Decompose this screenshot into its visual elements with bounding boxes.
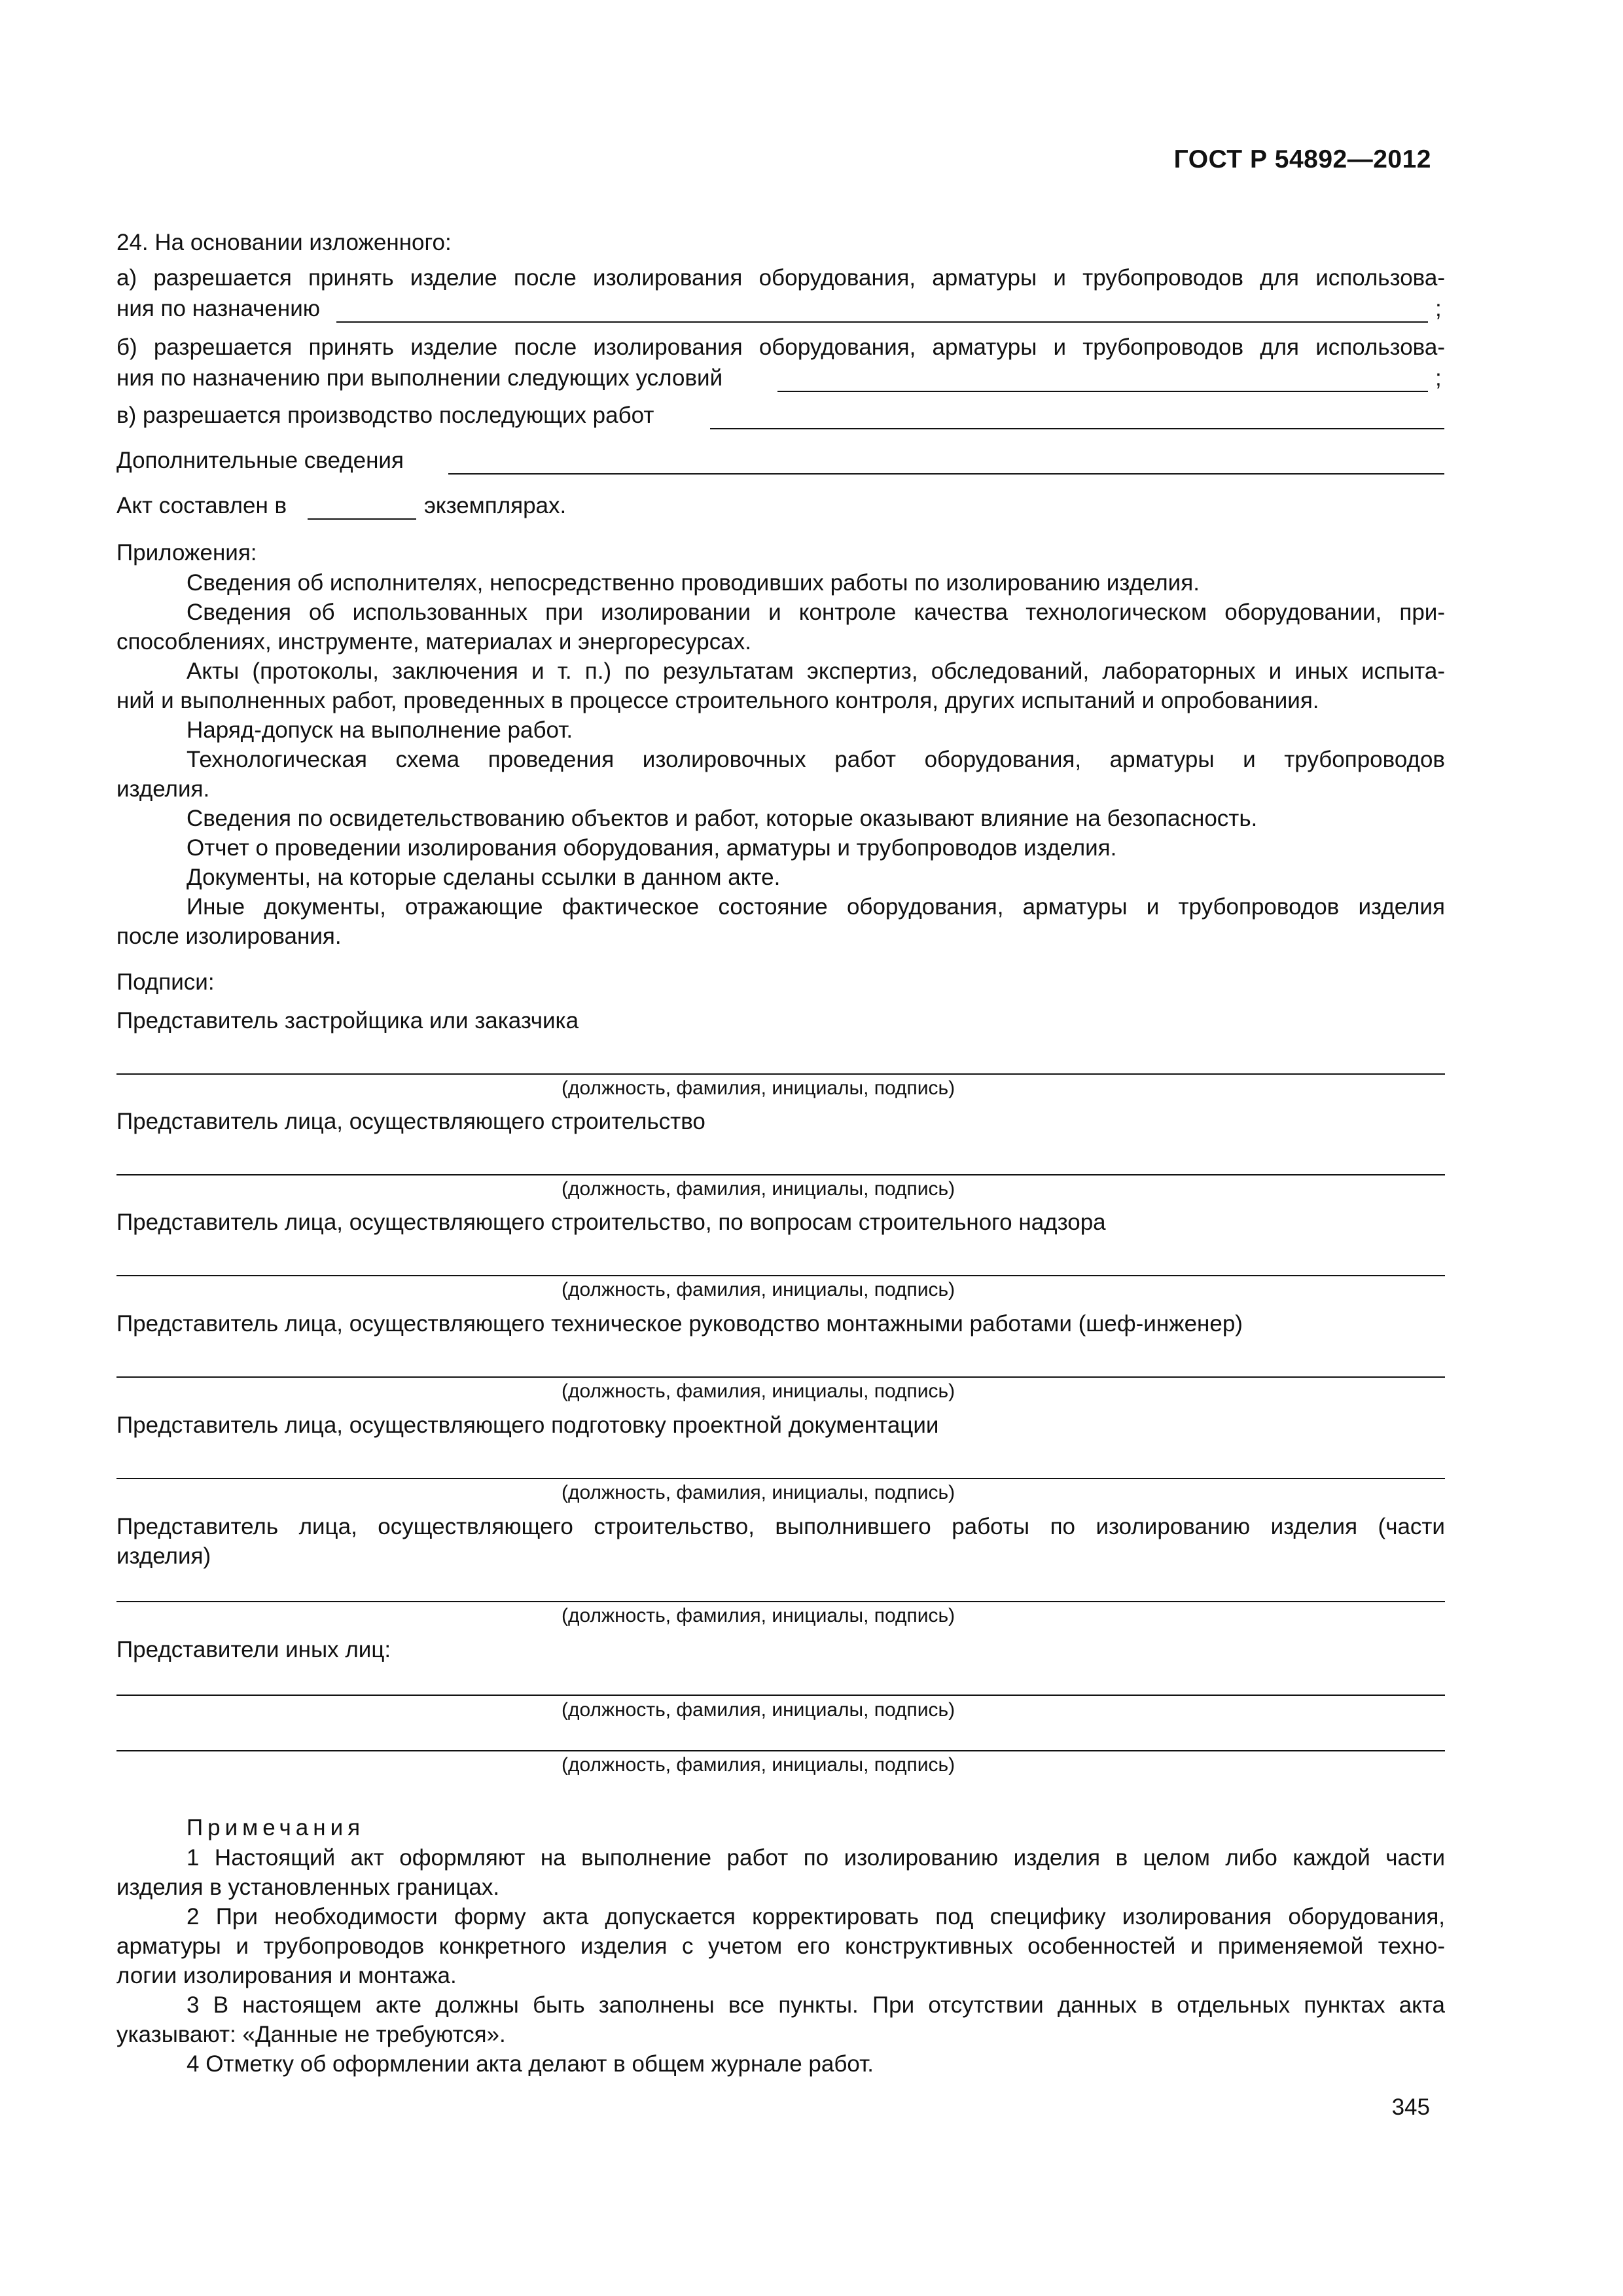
note-line: изделия в установленных границах. <box>116 1874 500 1900</box>
signature-caption: (должность, фамилия, инициалы, подпись) <box>562 1754 955 1776</box>
item-b-line1: б) разрешается принять изделие после изолирования оборудования, арматуры и трубопроводов для использова- <box>116 334 1445 360</box>
appendix-item: изделия. <box>116 776 210 802</box>
item-a-line2: ния по назначению <box>116 296 321 321</box>
signature-line <box>116 1376 1445 1378</box>
note-line: 4 Отметку об оформлении акта делают в общем журнале работ. <box>187 2051 874 2077</box>
copies-suffix: экземплярах. <box>424 493 567 518</box>
note-line: логии изолирования и монтажа. <box>116 1963 457 1988</box>
appendix-item: Сведения об исполнителях, непосредственно проводивших работы по изолированию изделия. <box>187 570 1200 596</box>
note-line: 2 При необходимости форму акта допускается корректировать под специфику изолирования оборудования, <box>187 1904 1445 1929</box>
signature-role: Представитель лица, осуществляющего подготовку проектной документации <box>116 1412 939 1438</box>
signature-line <box>116 1750 1445 1751</box>
signature-role: Представители иных лиц: <box>116 1637 391 1662</box>
signature-role: Представитель лица, осуществляющего строительство <box>116 1109 705 1134</box>
item-c-fill-line <box>710 428 1444 429</box>
note-line: 1 Настоящий акт оформляют на выполнение работ по изолированию изделия в целом либо каждой части <box>187 1845 1445 1871</box>
document-id-header: ГОСТ Р 54892—2012 <box>1173 145 1431 173</box>
signature-line <box>116 1174 1445 1175</box>
item-24-title: 24. На основании изложенного: <box>116 230 452 255</box>
appendix-item: Сведения об использованных при изолировании и контроле качества технологическом оборудовании, при- <box>187 600 1445 625</box>
appendix-item: Отчет о проведении изолирования оборудования, арматуры и трубопроводов изделия. <box>187 835 1117 861</box>
appendix-item: Акты (протоколы, заключения и т. п.) по результатам экспертиз, обследований, лабораторных и иных испыта- <box>187 658 1445 684</box>
appendix-item: Наряд-допуск на выполнение работ. <box>187 717 573 743</box>
notes-title: Примечания <box>187 1815 365 1840</box>
signature-line <box>116 1601 1445 1602</box>
appendix-item: способлениях, инструменте, материалах и энергоресурсах. <box>116 629 751 655</box>
item-b-line2: ния по назначению при выполнении следующих условий <box>116 365 723 391</box>
copies-prefix: Акт составлен в <box>116 493 287 518</box>
note-line: арматуры и трубопроводов конкретного изделия с учетом его конструктивных особенностей и применяемой техно- <box>116 1933 1445 1959</box>
item-c-line: в) разрешается производство последующих работ <box>116 403 654 428</box>
note-line: указывают: «Данные не требуются». <box>116 2022 506 2047</box>
signature-caption: (должность, фамилия, инициалы, подпись) <box>562 1699 955 1721</box>
additional-info-fill-line <box>448 473 1444 475</box>
appendix-item: Документы, на которые сделаны ссылки в данном акте. <box>187 865 781 890</box>
item-a-semicolon: ; <box>1435 296 1442 321</box>
item-a-fill-line <box>336 321 1428 323</box>
item-b-fill-line <box>777 391 1428 392</box>
copies-fill-line <box>308 518 416 520</box>
note-line: 3 В настоящем акте должны быть заполнены все пункты. При отсутствии данных в отдельных пунктах акта <box>187 1992 1445 2018</box>
signature-caption: (должность, фамилия, инициалы, подпись) <box>562 1077 955 1099</box>
item-a-line1: а) разрешается принять изделие после изолирования оборудования, арматуры и трубопроводов для использова- <box>116 265 1445 291</box>
signature-caption: (должность, фамилия, инициалы, подпись) <box>562 1279 955 1300</box>
item-b-semicolon: ; <box>1435 365 1442 391</box>
signature-role-continued: изделия) <box>116 1543 211 1569</box>
signature-caption: (должность, фамилия, инициалы, подпись) <box>562 1482 955 1503</box>
signature-caption: (должность, фамилия, инициалы, подпись) <box>562 1178 955 1200</box>
signature-caption: (должность, фамилия, инициалы, подпись) <box>562 1380 955 1402</box>
signature-line <box>116 1073 1445 1075</box>
signature-line <box>116 1695 1445 1696</box>
signature-role: Представитель застройщика или заказчика <box>116 1008 579 1033</box>
appendices-title: Приложения: <box>116 540 257 565</box>
signature-line <box>116 1478 1445 1479</box>
signature-role: Представитель лица, осуществляющего техническое руководство монтажными работами (шеф-инженер) <box>116 1311 1243 1336</box>
signatures-title: Подписи: <box>116 969 215 995</box>
signature-line <box>116 1275 1445 1276</box>
signature-caption: (должность, фамилия, инициалы, подпись) <box>562 1605 955 1626</box>
page-number: 345 <box>1391 2094 1430 2120</box>
appendix-item: ний и выполненных работ, проведенных в процессе строительного контроля, других испытаний и опробованиия. <box>116 688 1319 713</box>
signature-role: Представитель лица, осуществляющего строительство, выполнившего работы по изолированию изделия (части <box>116 1514 1445 1539</box>
appendix-item: Сведения по освидетельствованию объектов и работ, которые оказывают влияние на безопасность. <box>187 806 1258 831</box>
appendix-item: Иные документы, отражающие фактическое состояние оборудования, арматуры и трубопроводов изделия <box>187 894 1445 920</box>
additional-info-label: Дополнительные сведения <box>116 448 404 473</box>
signature-role: Представитель лица, осуществляющего строительство, по вопросам строительного надзора <box>116 1210 1106 1235</box>
appendix-item: Технологическая схема проведения изолировочных работ оборудования, арматуры и трубопроводов <box>187 747 1445 772</box>
appendix-item: после изолирования. <box>116 924 342 949</box>
